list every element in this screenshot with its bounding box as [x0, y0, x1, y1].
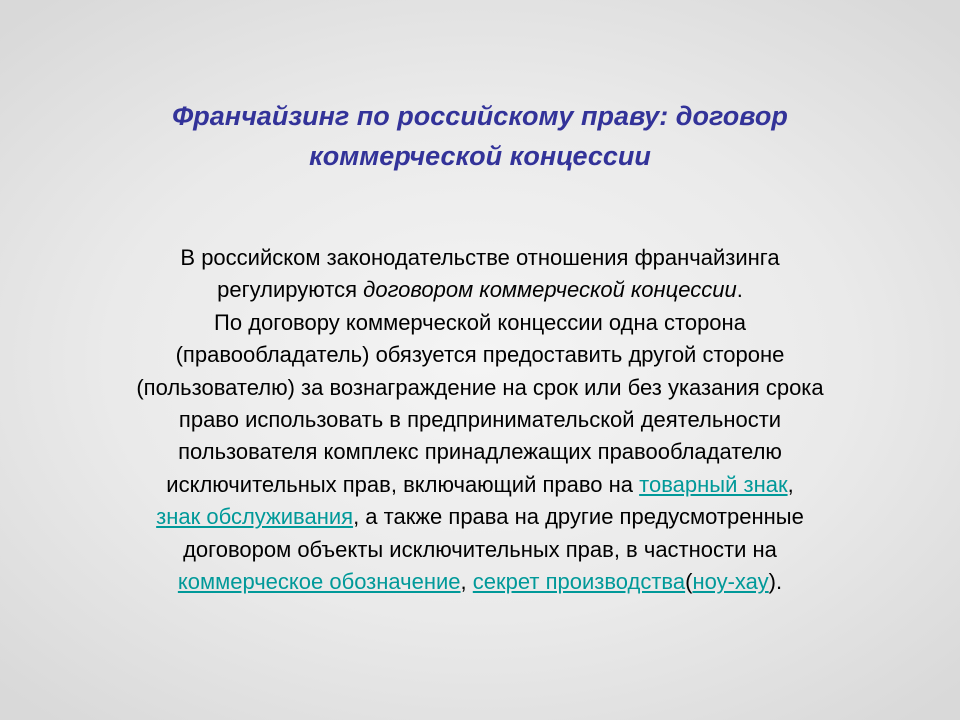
- body-text: ,: [787, 471, 794, 497]
- body-text: ,: [460, 569, 473, 595]
- body-line-3: [40, 307, 920, 339]
- body-line-2: [40, 274, 920, 306]
- body-text: (правообладатель) обязуется предоставить другой стороне: [175, 342, 785, 368]
- slide-title-line-2: коммерческой концессии: [309, 141, 651, 171]
- body-text: (пользователю) за вознаграждение на срок или без указания срока: [136, 374, 824, 400]
- body-text: По договору коммерческой концессии одна сторона: [214, 309, 746, 335]
- body-text: В российском законодательстве отношения франчайзинга: [180, 245, 780, 270]
- body-line-8: [40, 469, 920, 501]
- body-line-6: [40, 404, 920, 436]
- slide-title-line-1: Франчайзинг по российскому праву: договор: [172, 101, 788, 131]
- body-text: , а также права на другие предусмотренные: [353, 504, 804, 530]
- slide-body-text: [40, 242, 920, 598]
- body-emphasis: договором коммерческой концессии: [363, 277, 737, 303]
- body-text: договором объекты исключительных прав, в частности на: [183, 536, 777, 562]
- body-text: (: [685, 569, 693, 595]
- link-service-mark[interactable]: знак обслуживания: [156, 504, 354, 530]
- body-text: пользователя комплекс принадлежащих правообладателю: [178, 439, 782, 465]
- body-line-11: [40, 566, 920, 598]
- body-line-5: [40, 372, 920, 404]
- body-line-7: [40, 436, 920, 468]
- body-line-4: [40, 339, 920, 371]
- link-commercial-designation[interactable]: коммерческое обозначение: [177, 569, 461, 595]
- body-text: .: [736, 277, 743, 303]
- body-line-9: [40, 501, 920, 533]
- body-text: ).: [768, 569, 783, 595]
- slide-title: [80, 96, 880, 176]
- body-text: регулируются: [217, 277, 364, 303]
- body-text: право использовать в предпринимательской деятельности: [178, 407, 782, 433]
- link-production-secret[interactable]: секрет производства: [472, 569, 686, 595]
- body-line-10: [40, 534, 920, 566]
- body-line-1: [40, 242, 920, 274]
- link-trademark[interactable]: товарный знак: [639, 471, 788, 497]
- body-text: исключительных прав, включающий право на: [166, 471, 640, 497]
- link-know-how[interactable]: ноу-хау: [692, 569, 769, 595]
